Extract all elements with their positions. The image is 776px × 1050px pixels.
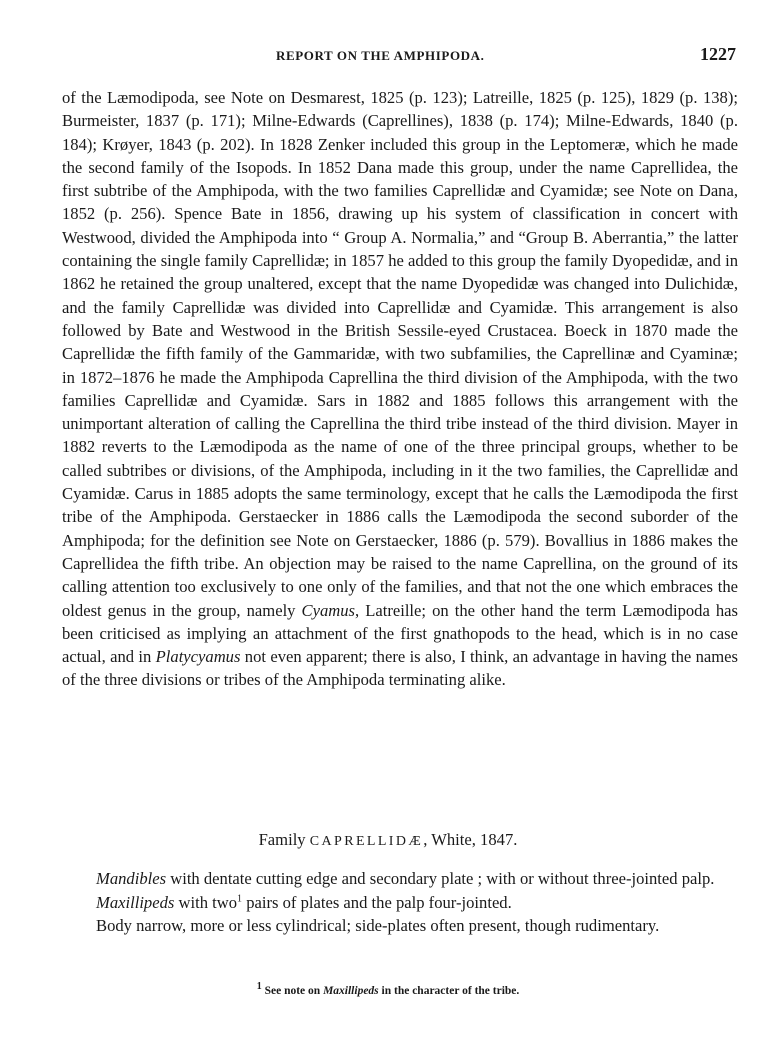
term-maxillipeds: Maxillipeds [96,892,175,912]
family-heading [0,829,776,853]
genus-cyamus: Cyamus [301,600,356,620]
diagnosis-mandibles [62,867,738,891]
maxillipeds-text-a: with two [178,892,238,912]
family-prefix: Family [258,830,306,849]
diagnosis-body [62,914,738,938]
page-header [0,44,776,70]
family-diagnosis [62,867,738,938]
main-paragraph [62,86,738,692]
footnote-mark: 1 [256,981,262,993]
mandibles-text: with dentate cutting edge and secondary plate ; with or without three-jointed palp. [170,869,715,888]
page-number: 1227 [700,44,736,64]
footnote-term: Maxillipeds [323,985,379,997]
paragraph-text [62,86,738,692]
footnote-text-a: See note on [264,985,321,997]
diagnosis-maxillipeds [62,891,738,915]
text-run: of the Læmodipoda, see Note on Desmarest, 1825 (p. 123); Latreille, 1825 (p. 125), 1829 (p. 138); Burmeister, 1837 (p. 171); Milne-Edwards (Caprellines), 1838 (p. 174); Milne-Edwards, 1840 (p. 184); Krøyer, 1843 (p. 202). In 1828 Zenker included this group in the Leptomeræ, which he made the second family of the Isopods. In 1852 Dana made this group, under the name Caprellidea, the first subtribe of the Amphipoda, with the two families Caprellidæ and Cyamidæ; see Note on Dana, 1852 (p. 256). Spence Bate in 1856, drawing up his system of classification in concert with Westwood, divided the Amphipoda into “ Group A. Normalia,” and “Group B. Aberrantia,” the latter containing the single family Caprellidæ; in 1857 he added to this group the family Dyopedidæ, and in 1862 he retained the group unaltered, except that the name Dyopedidæ was changed into Dulichidæ, and the family Caprellidæ was divided into Caprellidæ and Cyamidæ. This arrangement is also followed by Bate and Westwood in the British Sessile-eyed Crustacea. Boeck in 1870 made the Caprellidæ the fifth family of the Gammaridæ, with two subfamilies, the Caprellinæ and Cyaminæ; in 1872–1876 he made the Amphipoda Caprellina the third division of the Amphipoda, with the two families Caprellidæ and Cyamidæ. Sars in 1882 and 1885 follows this arrangement with the unimportant alteration of calling the Caprellina the third tribe instead of the third division. Mayer in 1882 reverts to the Læmodipoda as the name of one of the three principal groups, whether to be called subtribes or divisions, of the Amphipoda, including in it the two families, the Caprellidæ and Cyamidæ. Carus in 1885 adopts the same terminology, except that he calls the Læmodipoda the first tribe of the Amphipoda. Gerstaecker in 1886 calls the Læmodipoda the second suborder of the Amphipoda; for the definition see Note on Gerstaecker, 1886 (p. 579). Bovallius in 1886 makes the Caprellidea the fifth tribe. An objection may be raised to the name Caprellina, on the ground of its calling attention too exclusively to one only of the families, and that not the one which embraces the oldest genus in the group, namely [62,88,738,620]
genus-platycyamus: Platycyamus [155,647,241,667]
maxillipeds-text-b: pairs of plates and the palp four-jointed. [246,892,512,912]
text-run: not even apparent; there is also, I think, an advantage in having the names of the three divisions or tribes of the Amphipoda terminating alike. [62,647,738,690]
body-text: Body narrow, more or less cylindrical; side-plates often present, though rudimentary. [96,916,660,935]
term-mandibles: Mandibles [96,869,167,888]
footnote-reference: 1 [237,892,243,904]
family-name: CAPRELLIDÆ [309,834,424,849]
running-title: REPORT ON THE AMPHIPODA. [276,48,485,63]
family-authority: , White, 1847. [423,830,518,849]
footnote [0,981,776,997]
footnote-text-b: in the character of the tribe. [381,985,520,997]
text-run: , Latreille; on the other hand the term Læmodipoda has been criticised as implying an attachment of the first gnathopods to the head, which is in no case actual, and in [62,600,738,667]
